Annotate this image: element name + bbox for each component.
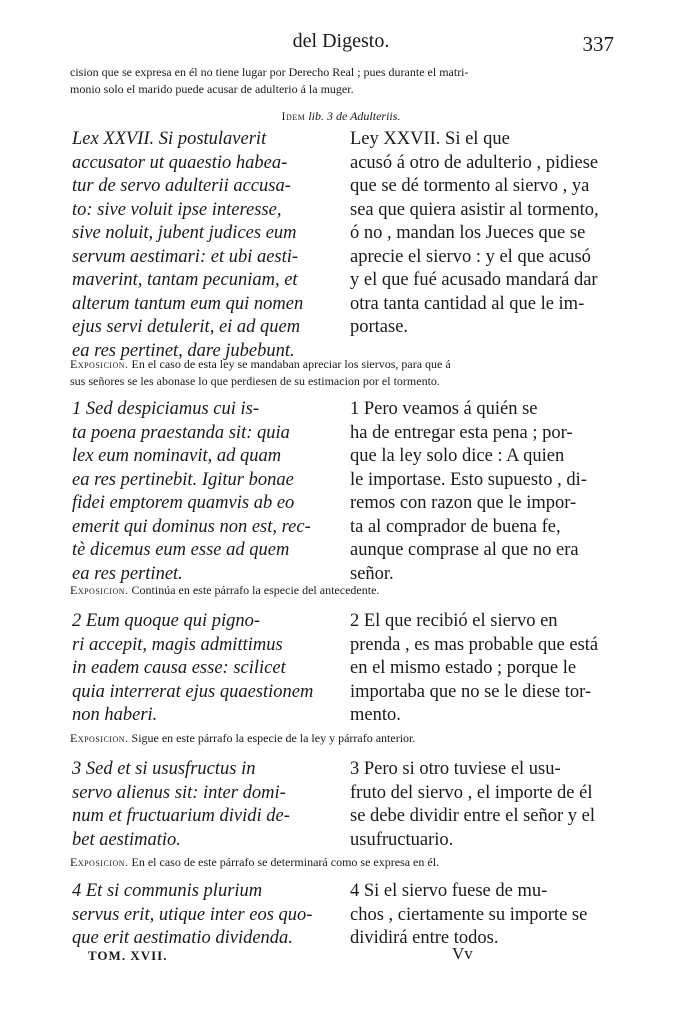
spanish-line: Ley XXVII. Si el que: [350, 129, 510, 149]
exposicion-2: [70, 582, 620, 599]
intro-note-line: monio solo el marido puede acusar de adulterio á la muger.: [70, 82, 354, 96]
latin-line: ea res pertinebit. Igitur bonae: [72, 469, 294, 490]
spanish-line: portase.: [350, 317, 409, 337]
latin-line: to: sive voluit ipse interesse,: [72, 199, 282, 220]
latin-line: ea res pertinet.: [72, 563, 183, 584]
exposicion-text: sus señores se les abonase lo que perdiesen de su estimacion por el tormento.: [70, 374, 440, 388]
latin-line: accusator ut quaestio habea-: [72, 152, 288, 173]
spanish-line: ha de entregar esta pena ; por-: [350, 422, 573, 443]
spanish-line: dividirá entre todos.: [350, 928, 499, 948]
spanish-line: mento.: [350, 705, 401, 725]
exposicion-text: Sigue en este párrafo la especie de la ley y párrafo anterior.: [128, 731, 416, 745]
lex27-spanish: [350, 128, 615, 340]
exposicion-text: Continúa en este párrafo la especie del antecedente.: [128, 583, 380, 597]
spanish-line: aunque comprase al que no era: [350, 540, 579, 560]
exposicion-text: En el caso de esta ley se mandaban apreciar los siervos, para que á: [128, 357, 451, 371]
spanish-line: se debe dividir entre el señor y el: [350, 806, 596, 826]
spanish-line: señor.: [350, 563, 394, 584]
source-heading-rest: lib. 3 de Adulteriis.: [305, 109, 401, 123]
spanish-line: chos , ciertamente su importe se: [350, 904, 588, 925]
source-heading: [0, 108, 682, 125]
latin-line: non haberi.: [72, 705, 158, 725]
latin-line: ea res pertinet, dare jubebunt.: [72, 340, 295, 361]
para4-spanish: [350, 880, 615, 951]
latin-line: servus erit, utique inter eos quo-: [72, 904, 313, 925]
spanish-line: importaba que no se le diese tor-: [350, 681, 592, 702]
latin-line: fidei emptorem quamvis ab eo: [72, 493, 295, 513]
latin-line: sive noluit, jubent judices eum: [72, 223, 297, 243]
para4-latin: [72, 880, 347, 951]
latin-line: que erit aestimatio dividenda.: [72, 928, 293, 948]
signature-mark: Vv: [452, 944, 473, 963]
spanish-line: que se dé tormento al siervo , ya: [350, 176, 590, 196]
latin-line: 2 Eum quoque qui pigno-: [72, 611, 261, 631]
spanish-line: que la ley solo dice : A quien: [350, 446, 565, 466]
latin-line: ejus servi detulerit, ei ad quem: [72, 317, 301, 337]
para3-spanish: [350, 758, 615, 852]
running-title: del Digesto.: [292, 30, 390, 52]
spanish-line: le importase. Esto supuesto , di-: [350, 469, 587, 490]
exposicion-3: [70, 730, 620, 747]
exposicion-label: Exposicion.: [70, 357, 129, 371]
para3-latin: [72, 758, 347, 852]
latin-line: 1 Sed despiciamus cui is-: [72, 399, 260, 419]
spanish-line: remos con razon que le impor-: [350, 493, 577, 513]
latin-line: lex eum nominavit, ad quam: [72, 446, 282, 466]
exposicion-label: Exposicion.: [70, 583, 129, 597]
latin-line: alterum tantum eum qui nomen: [72, 293, 304, 314]
latin-line: quia interrerat ejus quaestionem: [72, 681, 314, 702]
page-number: 337: [582, 32, 614, 56]
para1-latin: [72, 398, 347, 586]
latin-line: ri accepit, magis admittimus: [72, 634, 283, 655]
spanish-line: prenda , es mas probable que está: [350, 634, 599, 655]
spanish-line: otra tanta cantidad al que le im-: [350, 293, 585, 314]
intro-note: [70, 64, 620, 98]
exposicion-1: [70, 356, 620, 390]
spanish-line: usufructuario.: [350, 829, 454, 850]
spanish-line: acusó á otro de adulterio , pidiese: [350, 152, 599, 173]
volume-label: TOM. XVII.: [88, 948, 168, 963]
exposicion-label: Exposicion.: [70, 855, 129, 869]
lex27-latin: [72, 128, 347, 363]
source-heading-idem: Idem: [281, 109, 306, 123]
latin-line: 3 Sed et si ususfructus in: [72, 759, 256, 779]
exposicion-4: [70, 854, 620, 871]
latin-line: ta poena praestanda sit: quia: [72, 422, 290, 443]
latin-line: in eadem causa esse: scilicet: [72, 658, 286, 678]
intro-note-line: cision que se expresa en él no tiene lugar por Derecho Real ; pues durante el matri-: [70, 65, 469, 79]
spanish-line: sea que quiera asistir al tormento,: [350, 199, 599, 220]
latin-line: tè dicemus eum esse ad quem: [72, 540, 290, 560]
latin-line: servo alienus sit: inter domi-: [72, 782, 286, 803]
para1-spanish: [350, 398, 615, 586]
spanish-line: ta al comprador de buena fe,: [350, 516, 561, 537]
para2-latin: [72, 610, 347, 728]
exposicion-label: Exposicion.: [70, 731, 129, 745]
spanish-line: 4 Si el siervo fuese de mu-: [350, 881, 548, 901]
spanish-line: ó no , mandan los Jueces que se: [350, 223, 586, 243]
exposicion-text: En el caso de este párrafo se determinará como se expresa en él.: [128, 855, 440, 869]
spanish-line: 3 Pero si otro tuviese el usu-: [350, 759, 561, 779]
spanish-line: en el mismo estado ; porque le: [350, 658, 577, 678]
latin-line: emerit qui dominus non est, rec-: [72, 516, 311, 537]
spanish-line: aprecie el siervo : y el que acusó: [350, 246, 591, 267]
latin-line: num et fructuarium dividi de-: [72, 806, 290, 826]
latin-line: tur de servo adulterii accusa-: [72, 176, 291, 196]
para2-spanish: [350, 610, 615, 728]
latin-line: maverint, tantam pecuniam, et: [72, 270, 298, 290]
latin-line: bet aestimatio.: [72, 829, 181, 850]
spanish-line: 2 El que recibió el siervo en: [350, 611, 558, 631]
latin-line: Lex XXVII. Si postulaverit: [72, 129, 267, 149]
spanish-line: y el que fué acusado mandará dar: [350, 270, 598, 290]
spanish-line: fruto del siervo , el importe de él: [350, 782, 593, 803]
latin-line: 4 Et si communis plurium: [72, 881, 263, 901]
latin-line: servum aestimari: et ubi aesti-: [72, 246, 299, 267]
spanish-line: 1 Pero veamos á quién se: [350, 399, 538, 419]
